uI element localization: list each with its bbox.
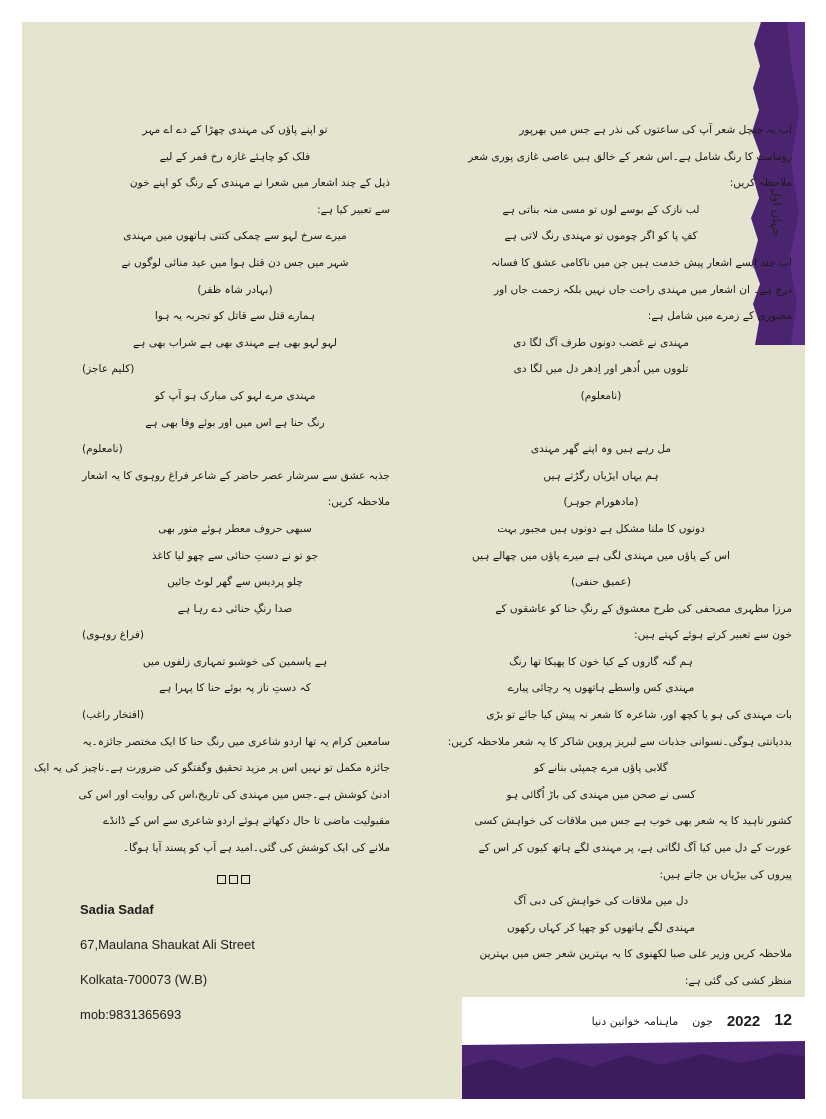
magazine-page xyxy=(22,22,805,1099)
verse-line: مہندی کس واسطے ہاتھوں پہ رچائی پیارے xyxy=(507,682,695,695)
prose-line: ملاحظہ کریں وزیر علی صبا لکھنوی کا یہ بہترین شعر جس میں بہترین xyxy=(479,948,792,961)
author-city: Kolkata-700073 (W.B) xyxy=(80,972,208,987)
verse-line: مہندی لگے ہاتھوں کو چھپا کر کہاں رکھوں xyxy=(506,921,696,934)
prose-line: مجبوری کے زمرے میں شامل ہے: xyxy=(647,310,792,323)
author-street: 67,Maulana Shaukat Ali Street xyxy=(80,937,255,952)
prose-line: پیروں کی بیڑیاں بن جاتے ہیں: xyxy=(659,868,792,881)
prose-line: بات مہندی کی ہو یا کچھ اور، شاعرہ کا شعر نہ پیش کیا جائے تو بڑی xyxy=(486,709,792,722)
verse-line: چلو پردیس سے گھر لوٹ جائیں xyxy=(167,576,303,589)
verse-line: تو اپنے پاؤں کی مہندی چھڑا کے دے اے مہر xyxy=(142,124,328,136)
poet-attribution: (عمیق حنفی) xyxy=(570,576,632,589)
prose-line: کشور ناہید کا یہ شعر بھی خوب ہے جس میں ملاقات کی خواہش کسی xyxy=(474,815,792,828)
prose-line: اب چند ایسے اشعار پیش خدمت ہیں جن میں ناکامی عشق کا فسانہ xyxy=(490,256,792,269)
verse-line: ہم یہاں ایڑیاں رگڑتے ہیں xyxy=(543,469,659,482)
prose-line: سے تعبیر کیا ہے: xyxy=(317,203,390,216)
page-footer xyxy=(472,1010,792,1032)
prose-line: رومانیت کا رنگ شامل ہے۔اس شعر کے خالق ہیں عاصی غازی پوری شعر xyxy=(468,150,792,163)
prose-line: ادنیٰ کوشش ہے۔جس میں مہندی کی تاریخ،اس کی روایت اور اس کی xyxy=(78,788,390,801)
poet-attribution: (مادھورام جوہر) xyxy=(563,496,639,509)
page-number: 12 xyxy=(774,1012,792,1029)
issue-year: 2022 xyxy=(726,1012,761,1030)
issue-month: جون xyxy=(692,1014,713,1028)
prose-line: جائزہ مکمل تو نہیں اس پر مزید تحقیق وگفتگو کی ضرورت ہے۔ناچیز کی یہ ایک xyxy=(33,762,390,775)
verse-line: دونوں کا ملنا مشکل ہے دونوں ہیں مجبور بہت xyxy=(497,522,705,535)
poet-attribution: (افتخار راغب) xyxy=(82,709,145,722)
section-label: جہان اول xyxy=(770,187,784,237)
prose-line: ذیل کے چند اشعار میں شعرا نے مہندی کے رنگ کو اپنے خون xyxy=(129,177,390,190)
spacer xyxy=(410,410,792,437)
verse-line: کفِ پا کو اگر چوموں تو مہندی رنگ لاتی ہے xyxy=(504,230,698,243)
prose-line: خون سے تعبیر کرتے ہوئے کہتے ہیں: xyxy=(634,629,792,642)
prose-line: ملاحظہ کریں: xyxy=(327,496,390,509)
poet-attribution: (فراغ روہوی) xyxy=(82,629,145,642)
prose-line: سامعین کرام یہ تھا اردو شاعری میں رنگ حنا کا ایک مختصر جائزہ۔یہ xyxy=(82,735,390,748)
poet-attribution: (کلیم عاجز) xyxy=(82,363,135,376)
prose-line: ملاحظہ کریں: xyxy=(729,177,792,190)
poet-attribution: (نامعلوم) xyxy=(580,389,622,402)
poet-attribution: (بہادر شاہ ظفر) xyxy=(197,283,273,296)
verse-line: رنگ حنا ہے اس میں اور بوئے وفا بھی ہے xyxy=(145,416,325,429)
verse-line: مہندی نے غضب دونوں طرف آگ لگا دی xyxy=(513,336,689,349)
prose-line: منظر کشی کی گئی ہے: xyxy=(684,975,792,987)
author-name: Sadia Sadaf xyxy=(80,902,154,917)
section-end-mark xyxy=(217,875,250,884)
verse-line: دل میں ملاقات کی خواہش کی دبی آگ xyxy=(513,895,689,908)
prose-line: درج ہے۔ ان اشعار میں مہندی راحت جاں نہیں بلکہ زحمت جاں اور xyxy=(494,283,792,296)
verse-line: لہو لہو بھی ہے مہندی بھی ہے شراب بھی ہے xyxy=(133,336,337,349)
prose-line: اب یہ چنچل شعر آپ کی ساعتوں کی نذر ہے جس میں بھرپور xyxy=(519,124,792,136)
author-mobile: mob:9831365693 xyxy=(80,1007,182,1022)
verse-line: فلک کو چاہئے غازہ رخ قمر کے لیے xyxy=(159,150,311,163)
prose-line: مقبولیت ماضی تا حال دکھاتے ہوئے اردو شاعری سے اس کے ڈانڈے xyxy=(103,815,390,828)
verse-line: ہم گنہ گاروں کے کیا خون کا پھیکا تھا رنگ xyxy=(509,655,693,668)
right-column xyxy=(410,117,792,995)
verse-line: جو تو نے دستِ حنائی سے چھو لیا کاغذ xyxy=(151,549,319,562)
poet-attribution: (نامعلوم) xyxy=(82,443,123,456)
verse-line: مہندی مرے لہو کی مبارک ہو آپ کو xyxy=(154,389,316,402)
verse-line: شہر میں جس دن قتل ہوا میں عید منائی لوگوں نے xyxy=(121,256,349,269)
author-address xyxy=(80,892,255,1032)
verse-line: لب نازک کے بوسے لوں تو مسی منہ بناتی ہے xyxy=(502,203,700,216)
verse-line: مل رہے ہیں وہ اپنے گھر مہندی xyxy=(530,443,672,456)
verse-line: کسی نے صحن میں مہندی کی باڑ اُگائی ہو xyxy=(506,788,696,801)
verse-line: صدا رنگِ حنائی دے رہا ہے xyxy=(177,602,293,615)
prose-line: بددیانتی ہوگی۔نسوانی جذبات سے لبریز پروین شاکر کا یہ شعر ملاحظہ کریں: xyxy=(447,735,792,748)
left-column xyxy=(33,117,390,862)
prose-line: جذبہ عشق سے سرشار عصر حاضر کے شاعر فراغ روہوی کا یہ اشعار xyxy=(82,469,390,482)
verse-line: گلابی پاؤں مرے چمپئی بنانے کو xyxy=(534,762,668,775)
prose-line: مرزا مظہری مصحفی کی طرح معشوق کے رنگِ حنا کو عاشقوں کے xyxy=(495,602,792,615)
prose-line: عورت کے دل میں کیا آگ لگاتی ہے، پر مہندی لگے ہاتھ کیوں کر اس کے xyxy=(478,842,792,855)
magazine-name: ماہنامہ خواتین دنیا xyxy=(591,1014,679,1028)
verse-line: ہمارے قتل سے قاتل کو تجربہ یہ ہوا xyxy=(154,310,316,323)
verse-line: اس کے پاؤں میں مہندی لگی ہے میرے پاؤں میں چھالے ہیں xyxy=(472,549,730,562)
verse-line: تلووں میں اُدھر اور اِدھر دل میں لگا دی xyxy=(513,363,689,376)
verse-line: ہے یاسمین کی خوشبو تمہاری زلفوں میں xyxy=(142,655,328,668)
prose-line: ملانے کی ایک کوشش کی گئی۔امید ہے آپ کو پسند آیا ہوگا۔ xyxy=(122,842,390,855)
verse-line: میرے سرخ لہو سے چمکی کتنی ہاتھوں میں مہندی xyxy=(123,230,347,243)
verse-line: سبھی حروف معطر ہوئے منور بھی xyxy=(158,522,312,535)
verse-line: کہ دستِ ناز پہ بوئے حنا کا پہرا ہے xyxy=(159,682,311,695)
